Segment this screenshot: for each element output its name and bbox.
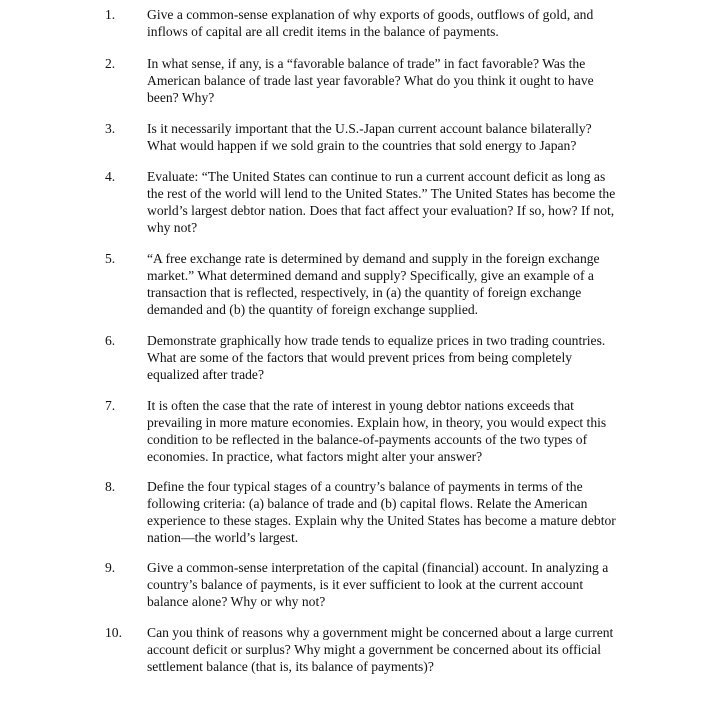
question-number: 2. <box>105 56 116 71</box>
question-number: 7. <box>105 398 116 413</box>
question-number: 3. <box>105 121 116 136</box>
question-text: In what sense, if any, is a “favorable balance of trade” in fact favorable? Was the American balance of trade last year favorable? What do you think it ought to have been? Why? <box>147 56 594 105</box>
question-number: 10. <box>105 625 122 640</box>
question-number: 9. <box>105 560 116 575</box>
question-text: Define the four typical stages of a country’s balance of payments in terms of the following criteria: (a) balance of trade and (b) capital flows. Relate the American experience to these stages. Explain why the United States has become a mature debtor nation—the world’s largest. <box>147 479 616 545</box>
question-text: Demonstrate graphically how trade tends to equalize prices in two trading countries. What are some of the factors that would prevent prices from being completely equalized after trade? <box>147 333 606 382</box>
question-number: 1. <box>105 7 116 22</box>
question-text: Evaluate: “The United States can continue to run a current account deficit as long as the rest of the world will lend to the United States.” The United States has become the world’s largest debtor nation. Does that fact affect your evaluation? If so, how? If not, why not? <box>147 169 616 235</box>
question-number: 4. <box>105 169 116 184</box>
question-text: “A free exchange rate is determined by demand and supply in the foreign exchange market.” What determined demand and supply? Specifically, give an example of a transaction that is reflected, respectively, in (a) the quantity of foreign exchange demanded and (b) the quantity of foreign exchange supplied. <box>147 251 600 317</box>
question-number: 8. <box>105 479 116 494</box>
question-number: 5. <box>105 251 116 266</box>
question-text: It is often the case that the rate of interest in young debtor nations exceeds that prevailing in more mature economies. Explain how, in theory, you would expect this condition to be reflected in the balance-of-payments accounts of the two types of economies. In practice, what factors might alter your answer? <box>147 398 607 464</box>
question-number: 6. <box>105 333 116 348</box>
question-text: Give a common-sense explanation of why exports of goods, outflows of gold, and inflows of capital are all credit items in the balance of payments. <box>147 7 594 39</box>
question-text: Is it necessarily important that the U.S.-Japan current account balance bilaterally? What would happen if we sold grain to the countries that sold energy to Japan? <box>147 121 592 153</box>
question-text: Give a common-sense interpretation of the capital (financial) account. In analyzing a country’s balance of payments, is it ever sufficient to look at the current account balance alone? Why or why not? <box>147 560 609 609</box>
question-text: Can you think of reasons why a government might be concerned about a large current account deficit or surplus? Why might a government be concerned about its official settlement balance (that is, its balance of payments)? <box>147 625 614 674</box>
